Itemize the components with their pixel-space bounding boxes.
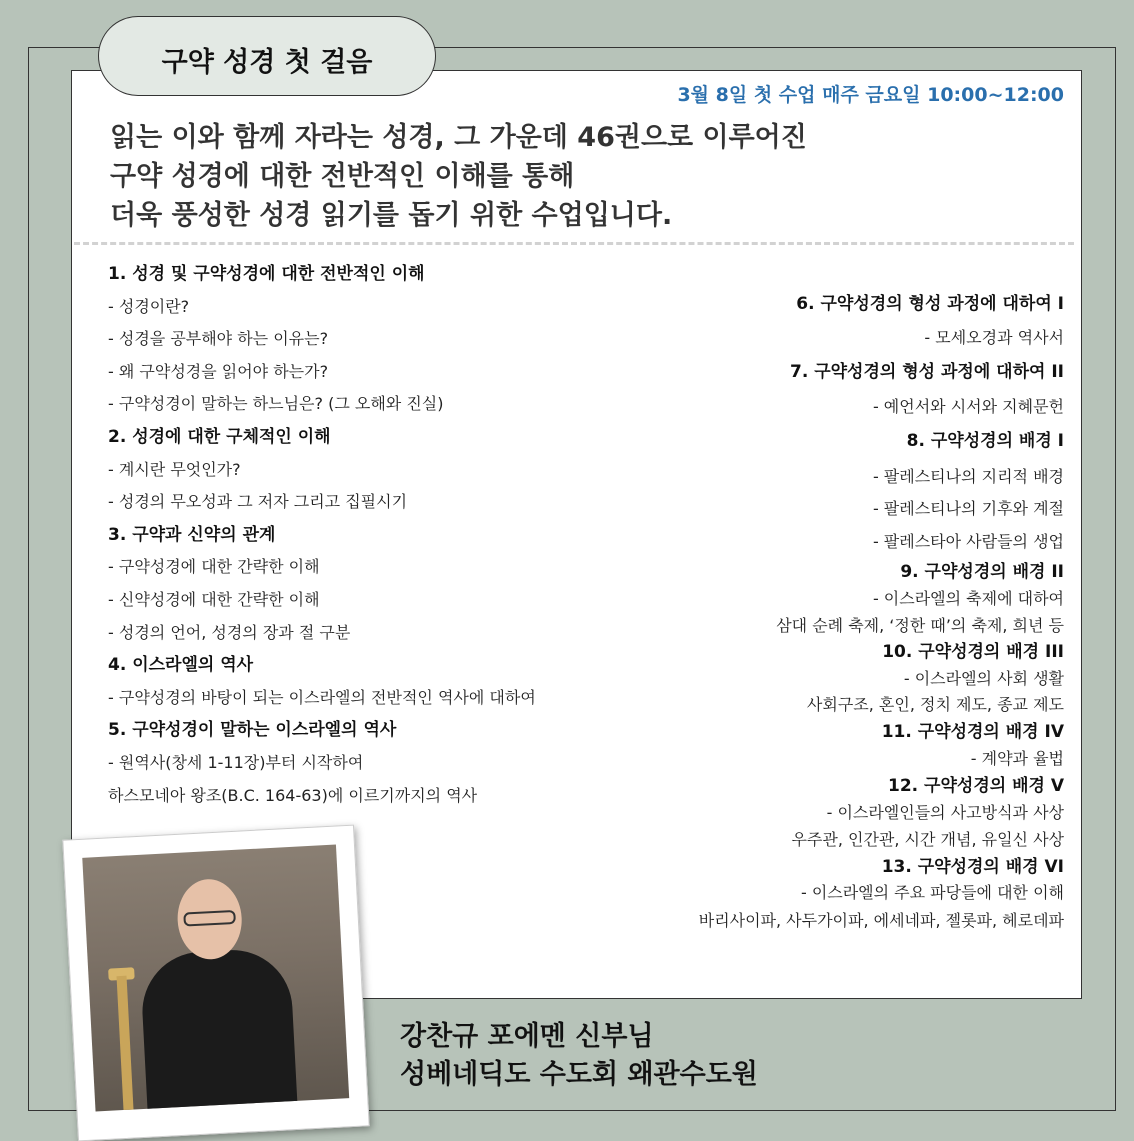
list-item: - 팔레스티나의 지리적 배경 — [872, 467, 1064, 486]
section-heading: 13. 구약성경의 배경 VI — [881, 857, 1064, 877]
list-item: 삼대 순례 축제, ‘정한 때’의 축제, 희년 등 — [776, 616, 1064, 635]
list-item: - 팔레스티나의 기후와 계절 — [872, 499, 1064, 518]
section-heading: 5. 구약성경이 말하는 이스라엘의 역사 — [108, 720, 397, 741]
list-item: 사회구조, 혼인, 정치 제도, 종교 제도 — [806, 695, 1064, 714]
section-heading: 3. 구약과 신약의 관계 — [108, 524, 276, 545]
curriculum-left-column — [108, 262, 668, 816]
list-item: - 계시란 무엇인가? — [108, 459, 241, 479]
instructor-name: 강찬규 포에멘 신부님 — [400, 1021, 654, 1052]
instructor-photo — [62, 825, 369, 1141]
section-heading: 9. 구약성경의 배경 II — [900, 562, 1064, 582]
photo-image — [82, 845, 349, 1112]
dashed-divider — [74, 242, 1074, 245]
section-heading: 8. 구약성경의 배경 I — [906, 431, 1064, 451]
list-item: - 성경의 언어, 성경의 장과 절 구분 — [108, 622, 351, 642]
glasses — [183, 910, 236, 927]
list-item: - 팔레스타아 사람들의 생업 — [872, 532, 1064, 551]
list-item: 바리사이파, 사두가이파, 에세네파, 젤롯파, 헤로데파 — [698, 911, 1064, 930]
intro-line: 더욱 풍성한 성경 읽기를 돕기 위한 수업입니다. — [110, 200, 673, 231]
section-heading: 1. 성경 및 구약성경에 대한 전반적인 이해 — [108, 264, 425, 284]
section-heading: 11. 구약성경의 배경 IV — [881, 722, 1064, 742]
page-title: 구약 성경 첫 걸음 — [161, 47, 373, 78]
list-item: - 왜 구약성경을 읽어야 하는가? — [108, 361, 329, 381]
instructor-info — [400, 1018, 758, 1094]
title-tab — [98, 16, 436, 96]
instructor-affiliation: 성베네딕도 수도회 왜관수도원 — [400, 1059, 758, 1090]
intro-line: 구약 성경에 대한 전반적인 이해를 통해 — [110, 161, 575, 192]
intro-line: 읽는 이와 함께 자라는 성경, 그 가운데 46권으로 이루어진 — [110, 122, 807, 153]
list-item: - 원역사(창세 1-11장)부터 시작하여 — [108, 752, 364, 772]
section-heading: 10. 구약성경의 배경 III — [882, 642, 1064, 662]
section-heading: 4. 이스라엘의 역사 — [108, 655, 254, 676]
schedule-text: 3월 8일 첫 수업 매주 금요일 10:00~12:00 — [677, 84, 1064, 106]
list-item: - 구약성경이 말하는 하느님은? (그 오해와 진실) — [108, 394, 444, 414]
list-item: 하스모네아 왕조(B.C. 164-63)에 이르기까지의 역사 — [108, 785, 478, 805]
section-heading: 7. 구약성경의 형성 과정에 대하여 II — [789, 362, 1064, 382]
list-item: - 이스라엘의 축제에 대하여 — [872, 589, 1064, 608]
candle — [117, 976, 134, 1112]
list-item: - 신약성경에 대한 간략한 이해 — [108, 589, 320, 609]
list-item: - 모세오경과 역사서 — [924, 328, 1064, 347]
list-item: - 구약성경의 바탕이 되는 이스라엘의 전반적인 역사에 대하여 — [108, 687, 536, 707]
list-item: 우주관, 인간관, 시간 개념, 유일신 사상 — [791, 830, 1064, 849]
person-body — [139, 947, 299, 1111]
section-heading: 12. 구약성경의 배경 V — [888, 776, 1064, 796]
list-item: - 성경을 공부해야 하는 이유는? — [108, 329, 329, 349]
list-item: - 이스라엘인들의 사고방식과 사상 — [826, 803, 1064, 822]
list-item: - 구약성경에 대한 간략한 이해 — [108, 557, 320, 577]
section-heading: 6. 구약성경의 형성 과정에 대하여 I — [796, 294, 1064, 314]
section-heading: 2. 성경에 대한 구체적인 이해 — [108, 426, 331, 447]
list-item: - 이스라엘의 사회 생활 — [903, 669, 1064, 688]
list-item: - 계약과 율법 — [970, 749, 1064, 768]
list-item: - 성경의 무오성과 그 저자 그리고 집필시기 — [108, 492, 408, 512]
intro-block — [110, 118, 830, 235]
list-item: - 예언서와 시서와 지혜문헌 — [872, 397, 1064, 416]
list-item: - 성경이란? — [108, 296, 190, 316]
list-item: - 이스라엘의 주요 파당들에 대한 이해 — [800, 883, 1064, 902]
